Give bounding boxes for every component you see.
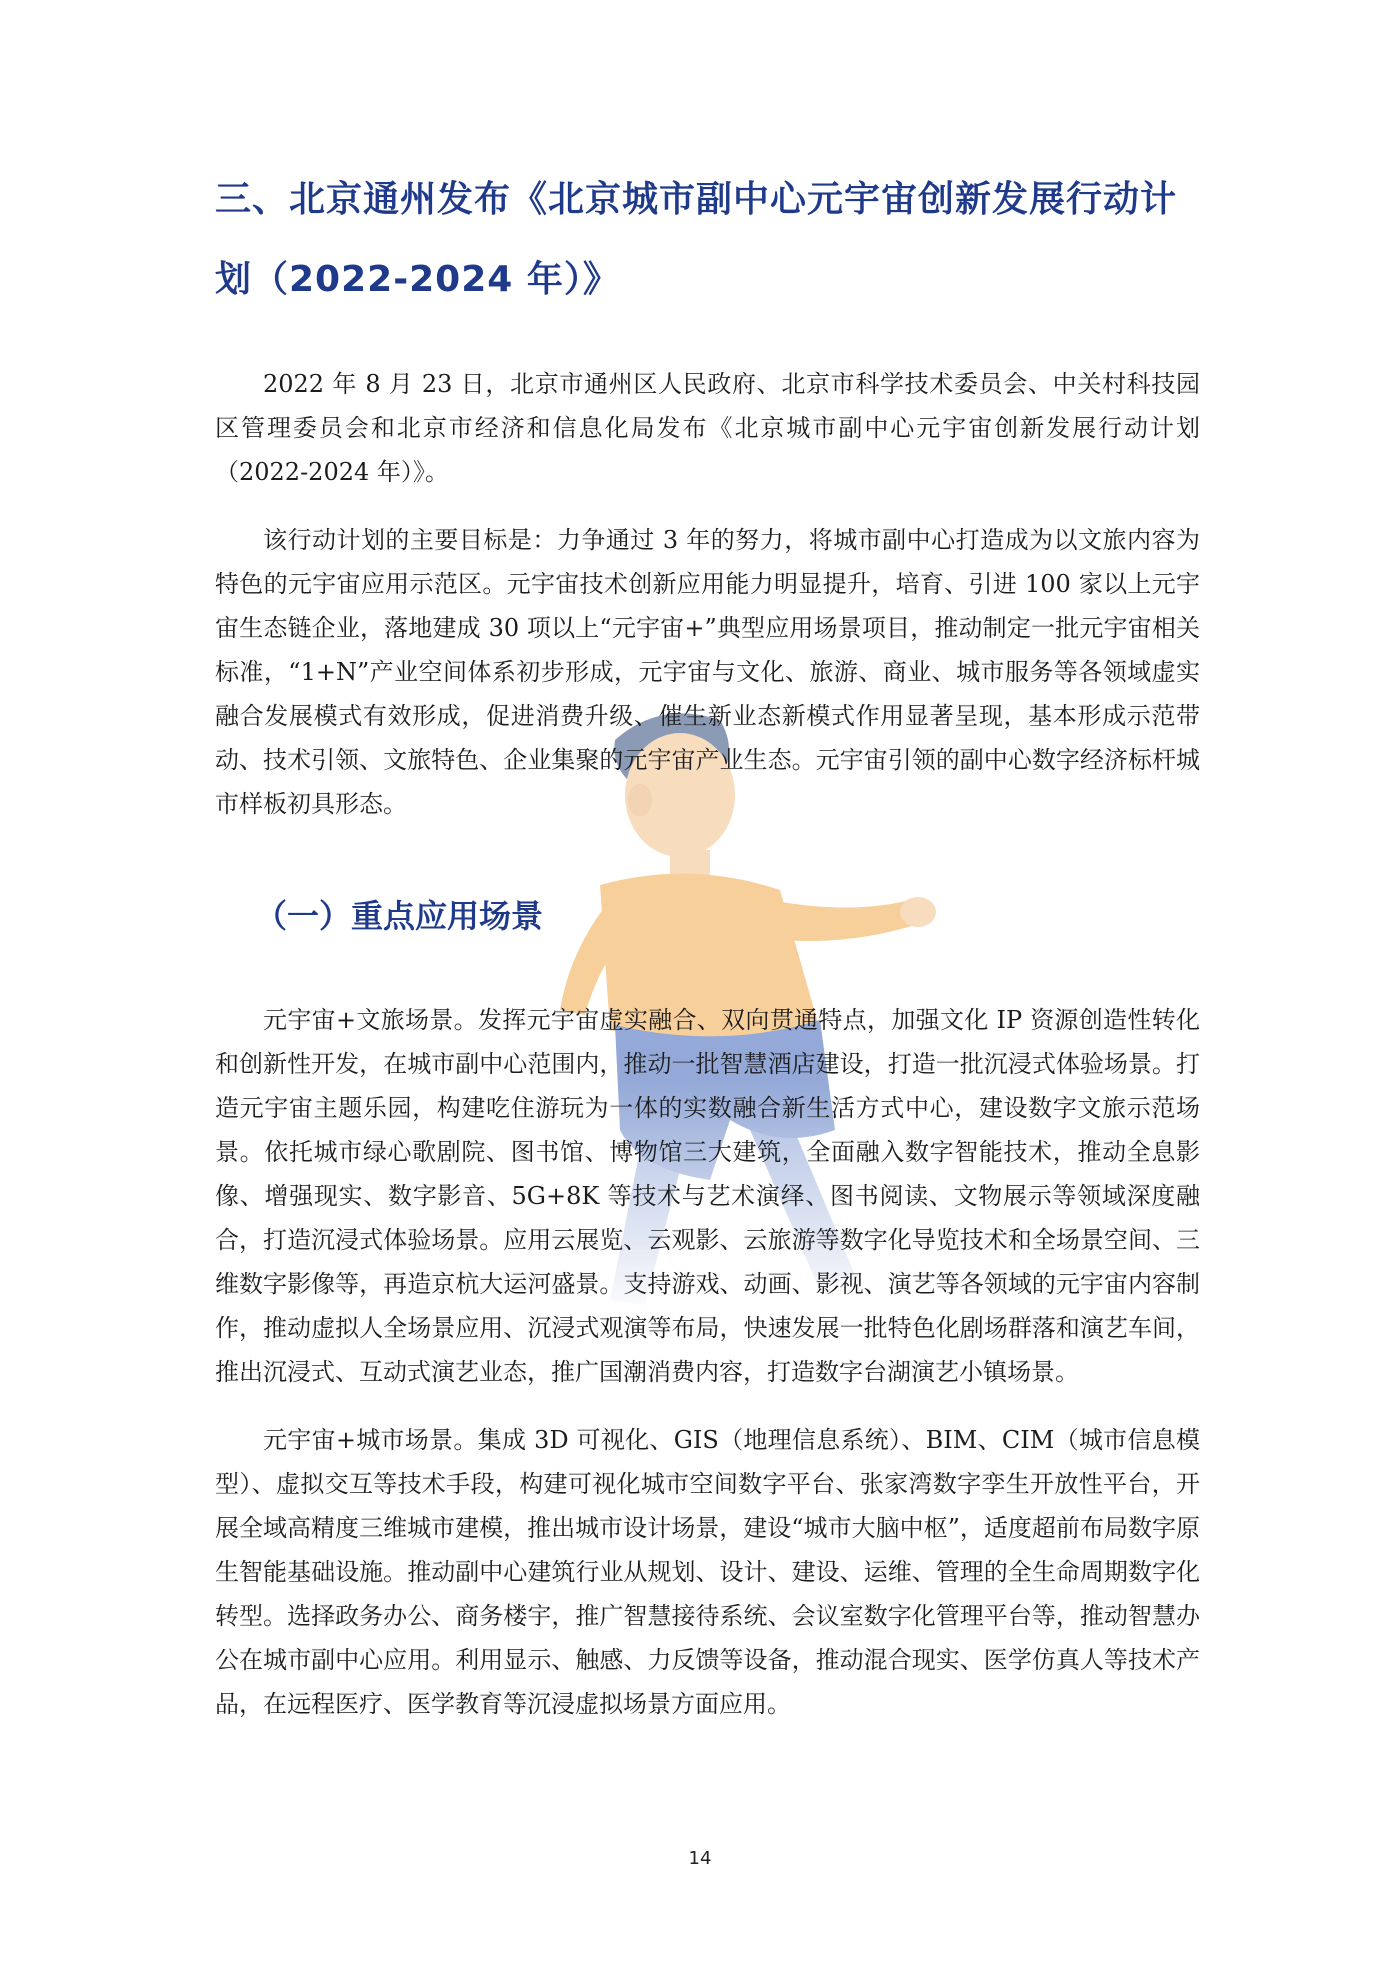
city-scene-paragraph: 元宇宙+城市场景。集成 3D 可视化、GIS（地理信息系统）、BIM、CIM（城市信息模型）、虚拟交互等技术手段，构建可视化城市空间数字平台、张家湾数字孪生开放性平台，开展全域高精度三维城市建模，推出城市设计场景，建设“城市大脑中枢”，适度超前布局数字原生智能基础设施。推动副中心建筑行业从规划、设计、建设、运维、管理的全生命周期数字化转型。选择政务办公、商务楼宇，推广智慧接待系统、会议室数字化管理平台等，推动智慧办公在城市副中心应用。利用显示、触感、力反馈等设备，推动混合现实、医学仿真人等技术产品，在远程医疗、医学教育等沉浸虚拟场景方面应用。	[215, 1426, 1200, 1718]
page-number: 14	[688, 1848, 712, 1869]
section-title: 三、北京通州发布《北京城市副中心元宇宙创新发展行动计划（2022-2024 年）》	[215, 179, 1178, 300]
intro-paragraph-2: 该行动计划的主要目标是：力争通过 3 年的努力，将城市副中心打造成为以文旅内容为特色的元宇宙应用示范区。元宇宙技术创新应用能力明显提升，培育、引进 100 家以上元宇宙生态链企业，落地建成 30 项以上“元宇宙+”典型应用场景项目，推动制定一批元宇宙相关标准，“1+N”产业空间体系初步形成，元宇宙与文化、旅游、商业、城市服务等各领域虚实融合发展模式有效形成，促进消费升级、催生新业态新模式作用显著呈现，基本形成示范带动、技术引领、文旅特色、企业集聚的元宇宙产业生态。元宇宙引领的副中心数字经济标杆城市样板初具形态。	[215, 526, 1200, 818]
subsection-title: （一）重点应用场景	[255, 897, 544, 935]
document-body	[215, 160, 1200, 1750]
intro-paragraph-1: 2022 年 8 月 23 日，北京市通州区人民政府、北京市科学技术委员会、中关村科技园区管理委员会和北京市经济和信息化局发布《北京城市副中心元宇宙创新发展行动计划（2022-2024 年）》。	[215, 370, 1200, 486]
culture-tourism-paragraph: 元宇宙+文旅场景。发挥元宇宙虚实融合、双向贯通特点，加强文化 IP 资源创造性转化和创新性开发，在城市副中心范围内，推动一批智慧酒店建设，打造一批沉浸式体验场景。打造元宇宙主题乐园，构建吃住游玩为一体的实数融合新生活方式中心，建设数字文旅示范场景。依托城市绿心歌剧院、图书馆、博物馆三大建筑，全面融入数字智能技术，推动全息影像、增强现实、数字影音、5G+8K 等技术与艺术演绎、图书阅读、文物展示等领域深度融合，打造沉浸式体验场景。应用云展览、云观影、云旅游等数字化导览技术和全场景空间、三维数字影像等，再造京杭大运河盛景。支持游戏、动画、影视、演艺等各领域的元宇宙内容制作，推动虚拟人全场景应用、沉浸式观演等布局，快速发展一批特色化剧场群落和演艺车间，推出沉浸式、互动式演艺业态，推广国潮消费内容，打造数字台湖演艺小镇场景。	[215, 1006, 1200, 1386]
